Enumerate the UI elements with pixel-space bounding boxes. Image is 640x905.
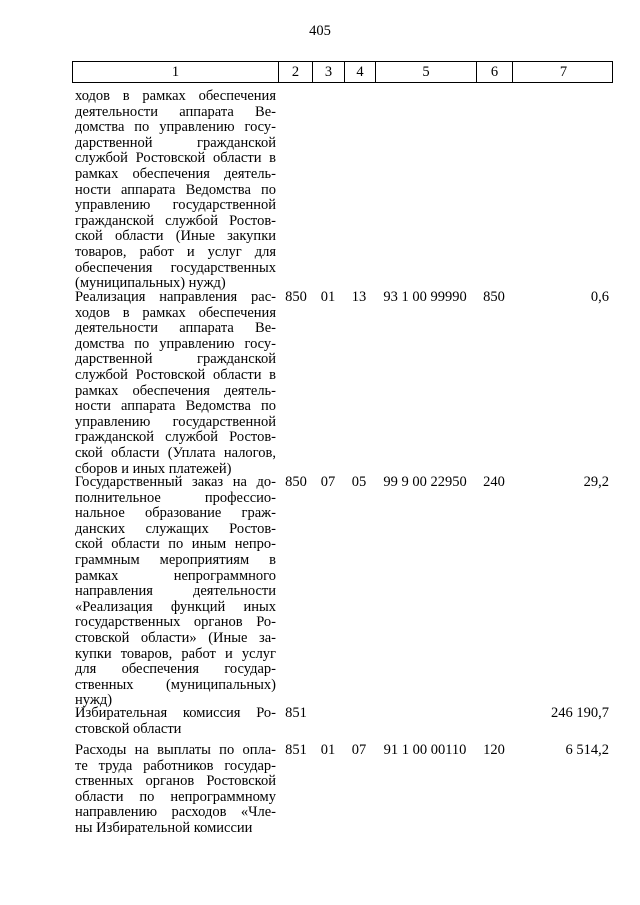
header-cell-1: 1 [73, 62, 279, 82]
description-line: полнительное профессио- [75, 489, 276, 506]
description-line: деятельности аппарата Ве- [75, 320, 276, 337]
header-cell-3: 3 [313, 62, 345, 82]
description-line: гражданской службой Ростов- [75, 429, 276, 446]
description-line: ности аппарата Ведомства по [75, 398, 276, 415]
cell-c7: 29,2 [583, 474, 609, 490]
description-line: стовской области [75, 720, 182, 737]
description-line: граммным мероприятиям в [75, 551, 276, 568]
description-line: дарственной гражданской [75, 134, 276, 151]
description-line: обеспечения государственных [75, 259, 276, 276]
description-line: гражданской службой Ростов- [75, 212, 276, 229]
cell-c5: 99 9 00 22950 [383, 474, 467, 490]
description-line: службой Ростовской области в [75, 150, 276, 167]
description-line: направлению расходов «Чле- [75, 804, 276, 821]
cell-c7: 246 190,7 [551, 705, 609, 721]
description-line: нужд) [75, 692, 113, 709]
description-line: ходов в рамках обеспечения [75, 304, 276, 321]
cell-c7: 6 514,2 [565, 742, 609, 758]
description-line: нальное образование граж- [75, 505, 276, 522]
description-line: ны Избирательной комиссии [75, 819, 253, 836]
description-line: управлению государственной [75, 197, 276, 214]
row-description [75, 290, 276, 477]
header-cell-5: 5 [376, 62, 477, 82]
row-description [75, 743, 276, 837]
description-line: товаров, работ и услуг для [75, 243, 276, 260]
description-line: (муниципальных) нужд) [75, 275, 226, 292]
description-line: домства по управлению госу- [75, 335, 276, 352]
cell-c6: 120 [483, 742, 505, 758]
row-description [75, 475, 276, 709]
cell-c4: 13 [351, 289, 367, 305]
description-line: стовской области» (Иные за- [75, 629, 276, 646]
description-line: те труда работников государ- [75, 757, 276, 774]
description-line: для обеспечения государ- [75, 661, 276, 678]
description-line: Избирательная комиссия Ро- [75, 705, 276, 721]
table-header-row [72, 61, 613, 83]
description-line: области по непрограммному [75, 788, 276, 805]
header-cell-2: 2 [279, 62, 313, 82]
cell-c3: 01 [320, 742, 336, 758]
description-line: Государственный заказ на до- [75, 474, 276, 490]
cell-c7: 0,6 [590, 289, 609, 305]
cell-c2: 850 [285, 474, 307, 490]
description-line: ности аппарата Ведомства по [75, 181, 276, 198]
description-line: направления деятельности [75, 583, 276, 600]
description-line: ходов в рамках обеспечения [75, 88, 276, 104]
description-line: ственных органов Ростовской [75, 773, 276, 790]
description-line: рамках обеспечения деятель- [75, 382, 276, 399]
cell-c2: 850 [285, 289, 307, 305]
cell-c2: 851 [285, 742, 307, 758]
description-line: рамках обеспечения деятель- [75, 165, 276, 182]
description-line: ской области по иным непро- [75, 536, 276, 553]
description-line: управлению государственной [75, 413, 276, 430]
description-line: рамках непрограммного [75, 567, 276, 584]
page-number: 405 [309, 23, 331, 39]
cell-c5: 91 1 00 00110 [383, 742, 467, 758]
cell-c3: 01 [320, 289, 336, 305]
header-cell-6: 6 [477, 62, 513, 82]
description-line: «Реализация функций иных [75, 598, 276, 615]
description-line: купки товаров, работ и услуг [75, 645, 276, 662]
cell-c4: 05 [351, 474, 367, 490]
header-cell-7: 7 [559, 64, 568, 80]
cell-c2: 851 [285, 705, 307, 721]
description-line: сборов и иных платежей) [75, 460, 232, 477]
cell-c3: 07 [320, 474, 336, 490]
cell-c6: 240 [483, 474, 505, 490]
description-line: ской области (Иные закупки [75, 228, 276, 245]
row-description [75, 89, 276, 292]
description-line: ственных (муниципальных) [75, 676, 276, 693]
description-line: Расходы на выплаты по опла- [75, 742, 276, 758]
description-line: деятельности аппарата Ве- [75, 103, 276, 120]
description-line: службой Ростовской области в [75, 366, 276, 383]
cell-c4: 07 [351, 742, 367, 758]
row-description [75, 706, 276, 737]
description-line: Реализация направления рас- [75, 289, 276, 305]
cell-c5: 93 1 00 99990 [383, 289, 467, 305]
description-line: государственных органов Ро- [75, 614, 276, 631]
header-cell-4: 4 [345, 62, 376, 82]
description-line: дарственной гражданской [75, 351, 276, 368]
description-line: данских служащих Ростов- [75, 520, 276, 537]
description-line: ской области (Уплата налогов, [75, 444, 276, 461]
cell-c6: 850 [483, 289, 505, 305]
description-line: домства по управлению госу- [75, 119, 276, 136]
